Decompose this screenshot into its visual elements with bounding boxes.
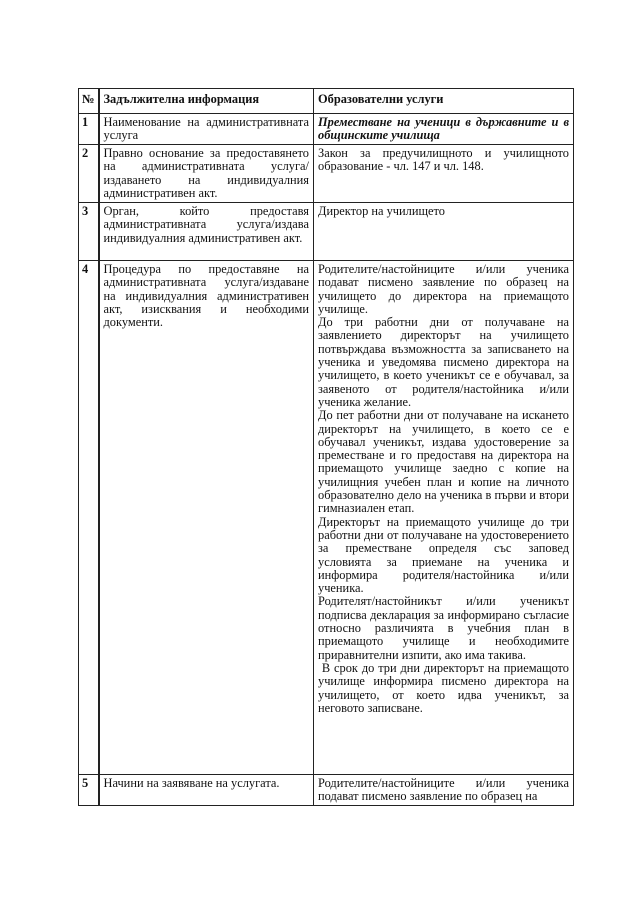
header-required-info: Задължителна информация (99, 89, 314, 114)
paragraph: До пет работни дни от получаване на искането директорът на училището, в което се е обучавал ученикът, издава удостоверение за преместване и го предоставя на директора на приемащото училище заедно с копие на училищния учебен план и копие на личното образователно дело на ученика в първи и втори гимназиален етап. (318, 408, 569, 516)
paragraph: Родителят/настойникът и/или ученикът подписва декларация за информирано съгласие относно различията в учебния план в приемащото училище и необходимите приравнителни изпити, ако има такива. (318, 594, 569, 662)
row-value (314, 203, 574, 261)
paragraph: Закон за предучилищното и училищното образование - чл. 147 и чл. 148. (318, 146, 569, 174)
paragraph: В срок до три дни директорът на приемащото училище информира писмено директора на училището, от което идва ученикът, за неговото записване. (318, 660, 573, 715)
row-number: 5 (79, 775, 99, 806)
row-label: Орган, който предоставя административната услуга/издава индивидуалния административен акт. (99, 203, 314, 261)
row-number: 1 (79, 114, 99, 145)
paragraph: Родителите/настойниците и/или ученика подават писмено заявление по образец на (318, 776, 569, 804)
paragraph: До три работни дни от получаване на заявлението директорът на училището потвърждава възможността за записването на ученика и уведомява писмено директора на училището, в което ученикът се е обучавал, за заявеното от родителя/настойника и/или ученика желание. (318, 315, 569, 409)
header-educational-services: Образователни услуги (314, 89, 574, 114)
row-label: Правно основание за предоставянето на административната услуга/издаването на индивидуалния административен акт. (99, 145, 314, 203)
row-label: Начини на заявяване на услугата. (99, 775, 314, 806)
paragraph: Директор на училището (318, 204, 445, 218)
row-value (314, 145, 574, 203)
row-label: Процедура по предоставяне на административната услуга/издаване на индивидуалния административен акт, изисквания и необходими документи. (99, 261, 314, 775)
paragraph: Директорът на приемащото училище до три работни дни от получаване на удостоверението за преместване определя със заповед условията за приемане на ученика и информира родителя/настойника и/или ученика. (318, 514, 569, 596)
table-row (79, 261, 574, 775)
table-row (79, 775, 574, 806)
service-info-table (78, 88, 574, 806)
row-number: 2 (79, 145, 99, 203)
row-value (314, 775, 574, 806)
header-number: № (79, 89, 99, 114)
table-row (79, 114, 574, 145)
table-header-row (79, 89, 574, 114)
paragraph: Родителите/настойниците и/или ученика подават писмено заявление по образец на училището до директора на приемащото училище. (318, 262, 569, 316)
service-name: Преместване на ученици в държавните и в общинските училища (318, 115, 569, 143)
row-number: 3 (79, 203, 99, 261)
row-label: Наименование на административната услуга (99, 114, 314, 145)
table-row (79, 145, 574, 203)
table-row (79, 203, 574, 261)
row-number: 4 (79, 261, 99, 775)
row-value (314, 114, 574, 145)
row-value (314, 261, 574, 775)
